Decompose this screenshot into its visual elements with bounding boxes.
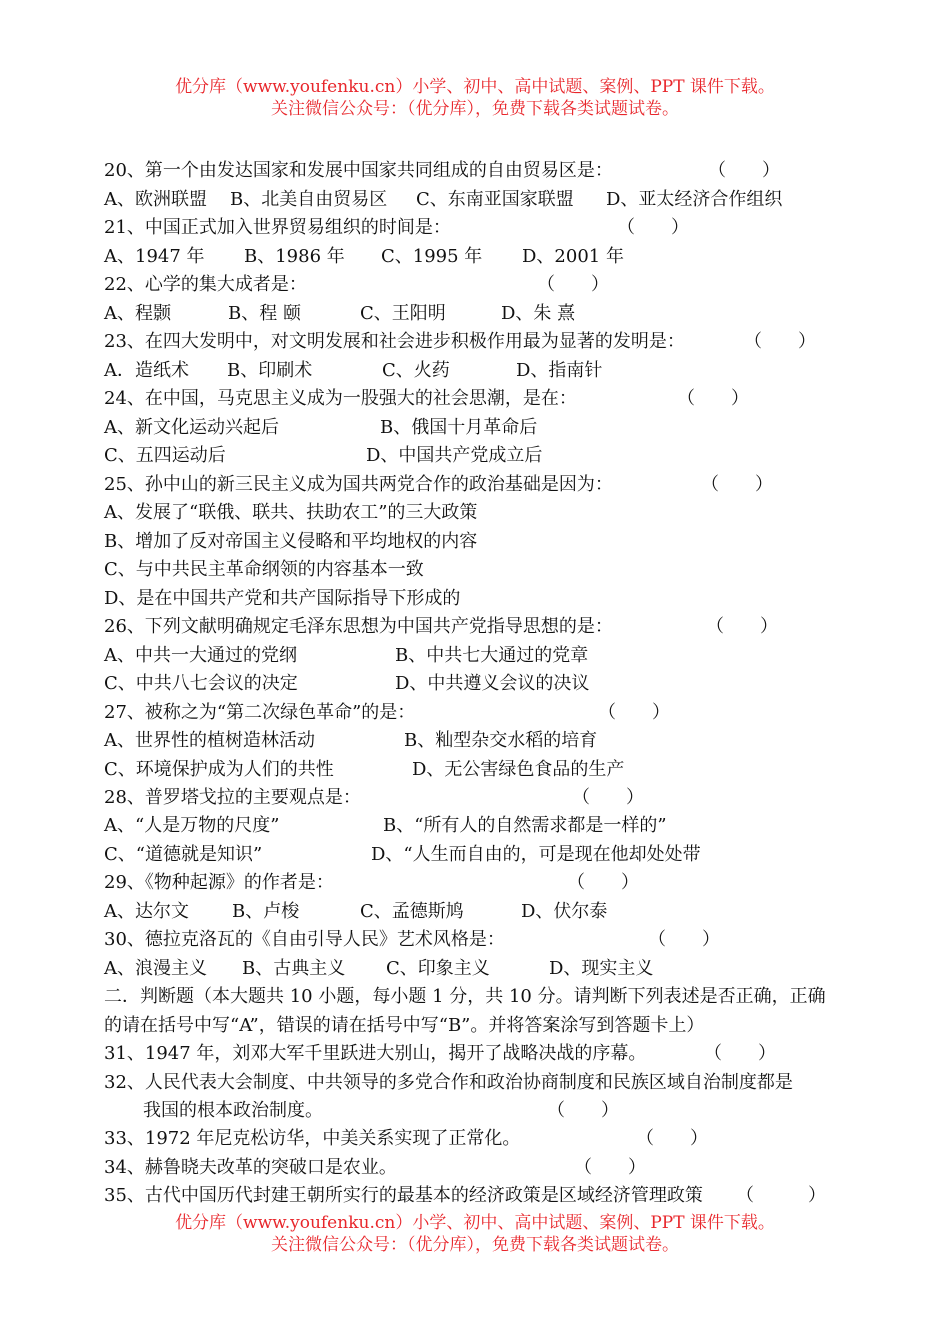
- option-b: B、籼型杂交水稻的培育: [404, 730, 598, 751]
- question-stem: 20、第一个由发达国家和发展中国家共同组成的自由贸易区是：: [104, 160, 613, 181]
- option-d: D、亚太经济合作组织: [606, 189, 783, 210]
- footer-line-2: 关注微信公众号：（优分库），免费下载各类试题试卷。: [271, 1235, 679, 1255]
- question-stem: 35、古代中国历代封建王朝所实行的最基本的经济政策是区域经济管理政策: [104, 1185, 703, 1206]
- question-stem: 24、在中国，马克思主义成为一股强大的社会思潮，是在：: [104, 388, 577, 409]
- option-a: A、欧洲联盟: [104, 189, 207, 210]
- question-stem: 30、德拉克洛瓦的《自由引导人民》艺术风格是：: [104, 929, 505, 950]
- question-stem: 33、1972 年尼克松访华，中美关系实现了正常化。: [104, 1128, 521, 1149]
- question-stem: 26、下列文献明确规定毛泽东思想为中国共产党指导思想的是：: [104, 616, 613, 637]
- section-2-heading-line-1: 二．判断题（本大题共 10 小题，每小题 1 分，共 10 分。请判断下列表述是否正确，正确: [104, 986, 826, 1007]
- option-c: C、五四运动后: [104, 445, 226, 466]
- answer-paren: （ ）: [677, 388, 749, 409]
- question-27: [104, 702, 670, 724]
- option-c: C、中共八七会议的决定: [104, 673, 298, 694]
- answer-paren: （ ）: [537, 274, 609, 295]
- answer-paren: （ ）: [744, 331, 816, 352]
- question-26: [104, 616, 778, 638]
- option-a: A、1947 年: [104, 246, 205, 267]
- question-stem: 31、1947 年，刘邓大军千里跃进大别山，揭开了战略决战的序幕。: [104, 1043, 647, 1064]
- option-c: C、与中共民主革命纲领的内容基本一致: [104, 559, 424, 580]
- answer-paren: （ ）: [736, 1185, 826, 1206]
- option-c: C、环境保护成为人们的共性: [104, 759, 334, 780]
- option-b: B、古典主义: [242, 958, 346, 979]
- question-stem: 27、被称之为“第二次绿色革命”的是：: [104, 702, 416, 723]
- answer-paren: （ ）: [648, 929, 720, 950]
- question-25: [104, 474, 773, 496]
- question-stem: 29、《物种起源》的作者是：: [104, 872, 334, 893]
- option-d: D、中国共产党成立后: [366, 445, 543, 466]
- option-b: B、1986 年: [244, 246, 345, 267]
- option-c: C、东南亚国家联盟: [416, 189, 574, 210]
- answer-paren: （ ）: [636, 1128, 708, 1149]
- option-b: B、卢梭: [232, 901, 300, 922]
- option-a: A、发展了“联俄、联共、扶助农工”的三大政策: [104, 502, 478, 523]
- footer-line-1: 优分库（www.youfenku.cn）小学、初中、高中试题、案例、PPT 课件下载。: [175, 1213, 775, 1233]
- option-d: D、伏尔泰: [521, 901, 608, 922]
- header-line-1: 优分库（www.youfenku.cn）小学、初中、高中试题、案例、PPT 课件下载。: [175, 77, 775, 97]
- option-d: D、指南针: [516, 360, 603, 381]
- option-c: C、印象主义: [386, 958, 490, 979]
- answer-paren: （ ）: [704, 1043, 776, 1064]
- option-d: D、朱 熹: [501, 303, 576, 324]
- option-a: A、新文化运动兴起后: [104, 417, 279, 438]
- question-stem: 25、孙中山的新三民主义成为国共两党合作的政治基础是因为：: [104, 474, 613, 495]
- question-stem: 我国的根本政治制度。: [143, 1100, 323, 1121]
- answer-paren: （ ）: [708, 160, 780, 181]
- answer-paren: （ ）: [617, 217, 689, 238]
- question-29: [104, 872, 639, 894]
- header-line-2: 关注微信公众号：（优分库），免费下载各类试题试卷。: [271, 99, 679, 119]
- answer-paren: （ ）: [547, 1100, 619, 1121]
- question-32-line-1: 32、人民代表大会制度、中共领导的多党合作和政治协商制度和民族区域自治制度都是: [104, 1072, 793, 1093]
- option-d: D、现实主义: [549, 958, 654, 979]
- question-stem: 22、心学的集大成者是：: [104, 274, 307, 295]
- question-31: [104, 1043, 776, 1065]
- option-a: A、中共一大通过的党纲: [104, 645, 297, 666]
- option-b: B、“所有人的自然需求都是一样的”: [383, 815, 667, 836]
- option-b: B、增加了反对帝国主义侵略和平均地权的内容: [104, 531, 478, 552]
- option-b: B、俄国十月革命后: [380, 417, 538, 438]
- option-b: B、中共七大通过的党章: [395, 645, 589, 666]
- option-c: C、火药: [382, 360, 450, 381]
- question-stem: 21、中国正式加入世界贸易组织的时间是：: [104, 217, 451, 238]
- option-a: A．造纸术: [104, 360, 189, 381]
- question-30: [104, 929, 720, 951]
- option-a: A、程颢: [104, 303, 171, 324]
- question-stem: 23、在四大发明中，对文明发展和社会进步积极作用最为显著的发明是：: [104, 331, 685, 352]
- answer-paren: （ ）: [706, 616, 778, 637]
- question-24: [104, 388, 749, 410]
- question-stem: 28、普罗塔戈拉的主要观点是：: [104, 787, 361, 808]
- option-a: A、世界性的植树造林活动: [104, 730, 315, 751]
- question-33: [104, 1128, 708, 1150]
- question-22: [104, 274, 609, 296]
- option-b: B、北美自由贸易区: [230, 189, 388, 210]
- option-d: D、2001 年: [522, 246, 624, 267]
- question-28: [104, 787, 644, 809]
- question-34: [104, 1157, 646, 1179]
- section-2-heading-line-2: 的请在括号中写“A”，错误的请在括号中写“B”。并将答案涂写到答题卡上）: [104, 1015, 705, 1036]
- answer-paren: （ ）: [572, 787, 644, 808]
- option-c: C、“道德就是知识”: [104, 844, 263, 865]
- option-c: C、1995 年: [381, 246, 483, 267]
- question-23: [104, 331, 816, 353]
- question-20: [104, 160, 780, 182]
- answer-paren: （ ）: [567, 872, 639, 893]
- option-d: D、“人生而自由的，可是现在他却处处带: [371, 844, 701, 865]
- option-c: C、王阳明: [360, 303, 446, 324]
- question-35: [104, 1185, 826, 1207]
- option-a: A、浪漫主义: [104, 958, 207, 979]
- answer-paren: （ ）: [574, 1157, 646, 1178]
- option-a: A、“人是万物的尺度”: [104, 815, 280, 836]
- option-c: C、孟德斯鸠: [360, 901, 464, 922]
- question-stem: 34、赫鲁晓夫改革的突破口是农业。: [104, 1157, 397, 1178]
- answer-paren: （ ）: [701, 474, 773, 495]
- answer-paren: （ ）: [598, 702, 670, 723]
- option-d: D、中共遵义会议的决议: [395, 673, 590, 694]
- question-32-line-2: [143, 1100, 619, 1122]
- option-b: B、印刷术: [227, 360, 313, 381]
- option-b: B、程 颐: [228, 303, 301, 324]
- option-d: D、无公害绿色食品的生产: [412, 759, 625, 780]
- option-a: A、达尔文: [104, 901, 189, 922]
- option-d: D、是在中国共产党和共产国际指导下形成的: [104, 588, 461, 609]
- question-21: [104, 217, 689, 239]
